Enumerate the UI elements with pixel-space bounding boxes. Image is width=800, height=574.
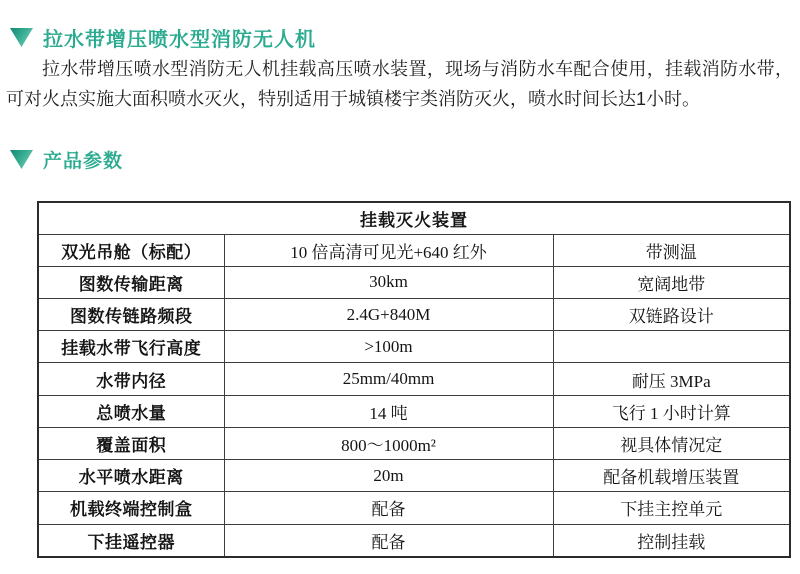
param-note-cell xyxy=(553,331,790,363)
param-value-cell: 30km xyxy=(224,266,553,298)
param-value-cell: 配备 xyxy=(224,492,553,524)
param-value-cell: 25mm/40mm xyxy=(224,363,553,395)
param-note-cell: 宽阔地带 xyxy=(553,266,790,298)
product-intro-paragraph: 拉水带增压喷水型消防无人机挂载高压喷水装置，现场与消防水车配合使用，挂载消防水带，可对火点实施大面积喷水灭火，特别适用于城镇楼宇类消防灭火，喷水时间长达1小时。 xyxy=(6,59,793,109)
param-note-cell: 带测温 xyxy=(553,234,790,266)
param-label-cell: 总喷水量 xyxy=(38,395,224,427)
table-row xyxy=(38,331,790,363)
table-title: 挂载灭火装置 xyxy=(38,202,790,234)
table-row xyxy=(38,234,790,266)
table-row xyxy=(38,492,790,524)
param-label-cell: 机载终端控制盒 xyxy=(38,492,224,524)
param-note-cell: 视具体情况定 xyxy=(553,427,790,459)
table-row xyxy=(38,427,790,459)
param-value-cell: 20m xyxy=(224,460,553,492)
param-value-cell: 10 倍高清可见光+640 红外 xyxy=(224,234,553,266)
param-label-cell: 双光吊舱（标配） xyxy=(38,234,224,266)
spec-table xyxy=(37,201,791,558)
section-heading-product xyxy=(10,23,316,52)
param-note-cell: 配备机载增压装置 xyxy=(553,460,790,492)
table-row xyxy=(38,298,790,330)
triangle-down-icon xyxy=(10,28,33,47)
spec-table-container xyxy=(37,201,791,558)
section-heading-parameters xyxy=(10,146,123,173)
param-note-cell: 控制挂载 xyxy=(553,524,790,557)
param-note-cell: 下挂主控单元 xyxy=(553,492,790,524)
param-value-cell: 14 吨 xyxy=(224,395,553,427)
table-row xyxy=(38,460,790,492)
param-label-cell: 图数传输距离 xyxy=(38,266,224,298)
table-row xyxy=(38,363,790,395)
param-note-cell: 飞行 1 小时计算 xyxy=(553,395,790,427)
table-header-row xyxy=(38,202,790,234)
param-label-cell: 挂载水带飞行高度 xyxy=(38,331,224,363)
param-label-cell: 下挂遥控器 xyxy=(38,524,224,557)
param-value-cell: 2.4G+840M xyxy=(224,298,553,330)
param-label-cell: 图数传链路频段 xyxy=(38,298,224,330)
page-title: 拉水带增压喷水型消防无人机 xyxy=(43,29,316,51)
parameters-section-title: 产品参数 xyxy=(43,151,124,172)
param-label-cell: 水带内径 xyxy=(38,363,224,395)
table-row xyxy=(38,524,790,557)
triangle-down-icon xyxy=(10,150,33,169)
table-row xyxy=(38,395,790,427)
param-value-cell: >100m xyxy=(224,331,553,363)
param-value-cell: 800～1000m² xyxy=(224,427,553,459)
param-note-cell: 耐压 3MPa xyxy=(553,363,790,395)
param-label-cell: 水平喷水距离 xyxy=(38,460,224,492)
param-note-cell: 双链路设计 xyxy=(553,298,790,330)
param-label-cell: 覆盖面积 xyxy=(38,427,224,459)
param-value-cell: 配备 xyxy=(224,524,553,557)
table-row xyxy=(38,266,790,298)
